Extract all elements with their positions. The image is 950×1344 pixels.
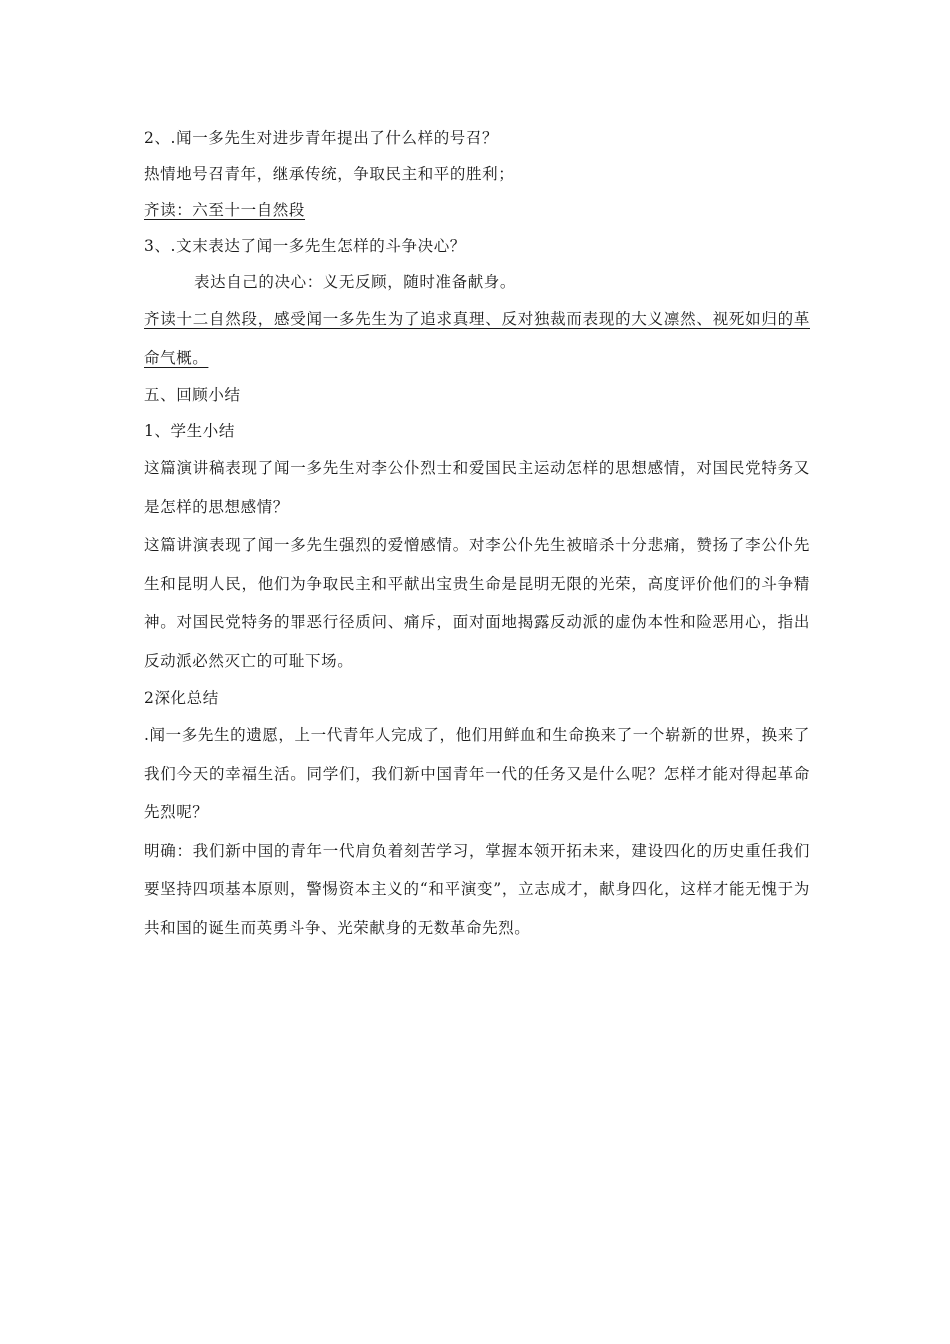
student-summary-question: 这篇演讲稿表现了闻一多先生对李公仆烈士和爱国民主运动怎样的思想感情，对国民党特务又是怎样的思想感情？ [144,459,810,516]
deep-summary-heading: 2深化总结 [144,689,219,707]
deep-summary-question: .闻一多先生的遗愿，上一代青年人完成了，他们用鲜血和生命换来了一个崭新的世界，换来了我们今天的幸福生活。同学们，我们新中国青年一代的任务又是什么呢？怎样才能对得起革命先烈呢？ [144,726,810,821]
group-reading-instruction [144,192,810,228]
student-summary-heading: 1、学生小结 [144,422,235,440]
question-3: 3、.文末表达了闻一多先生怎样的斗争决心？ [144,237,466,255]
student-summary-answer: 这篇讲演表现了闻一多先生强烈的爱憎感情。对李公仆先生被暗杀十分悲痛，赞扬了李公仆先生和昆明人民，他们为争取民主和平献出宝贵生命是昆明无限的光荣，高度评价他们的斗争精神。对国民党特务的罪恶行径质问、痛斥，面对面地揭露反动派的虚伪本性和险恶用心，指出反动派必然灭亡的可耻下场。 [144,536,810,670]
deep-summary-answer: 明确：我们新中国的青年一代肩负着刻苦学习，掌握本领开拓未来，建设四化的历史重任我们要坚持四项基本原则，警惕资本主义的“和平演变”，立志成才，献身四化，这样才能无愧于为共和国的诞生而英勇斗争、光荣献身的无数革命先烈。 [144,841,810,937]
question-2-answer: 热情地号召青年，继承传统，争取民主和平的胜利； [144,165,515,183]
group-reading-12-paragraph [144,300,810,377]
question-3-answer: 表达自己的决心：义无反顾，随时准备献身。 [194,273,517,291]
group-reading-12: 齐读十二自然段，感受闻一多先生为了追求真理、反对独裁而表现的大义凛然、视死如归的革命气概。 [144,310,810,367]
document-body [144,120,810,947]
question-2: 2、.闻一多先生对进步青年提出了什么样的号召？ [144,129,499,147]
section-5-heading: 五、回顾小结 [144,386,241,404]
group-reading-6-11: 齐读：六至十一自然段 [144,201,306,219]
